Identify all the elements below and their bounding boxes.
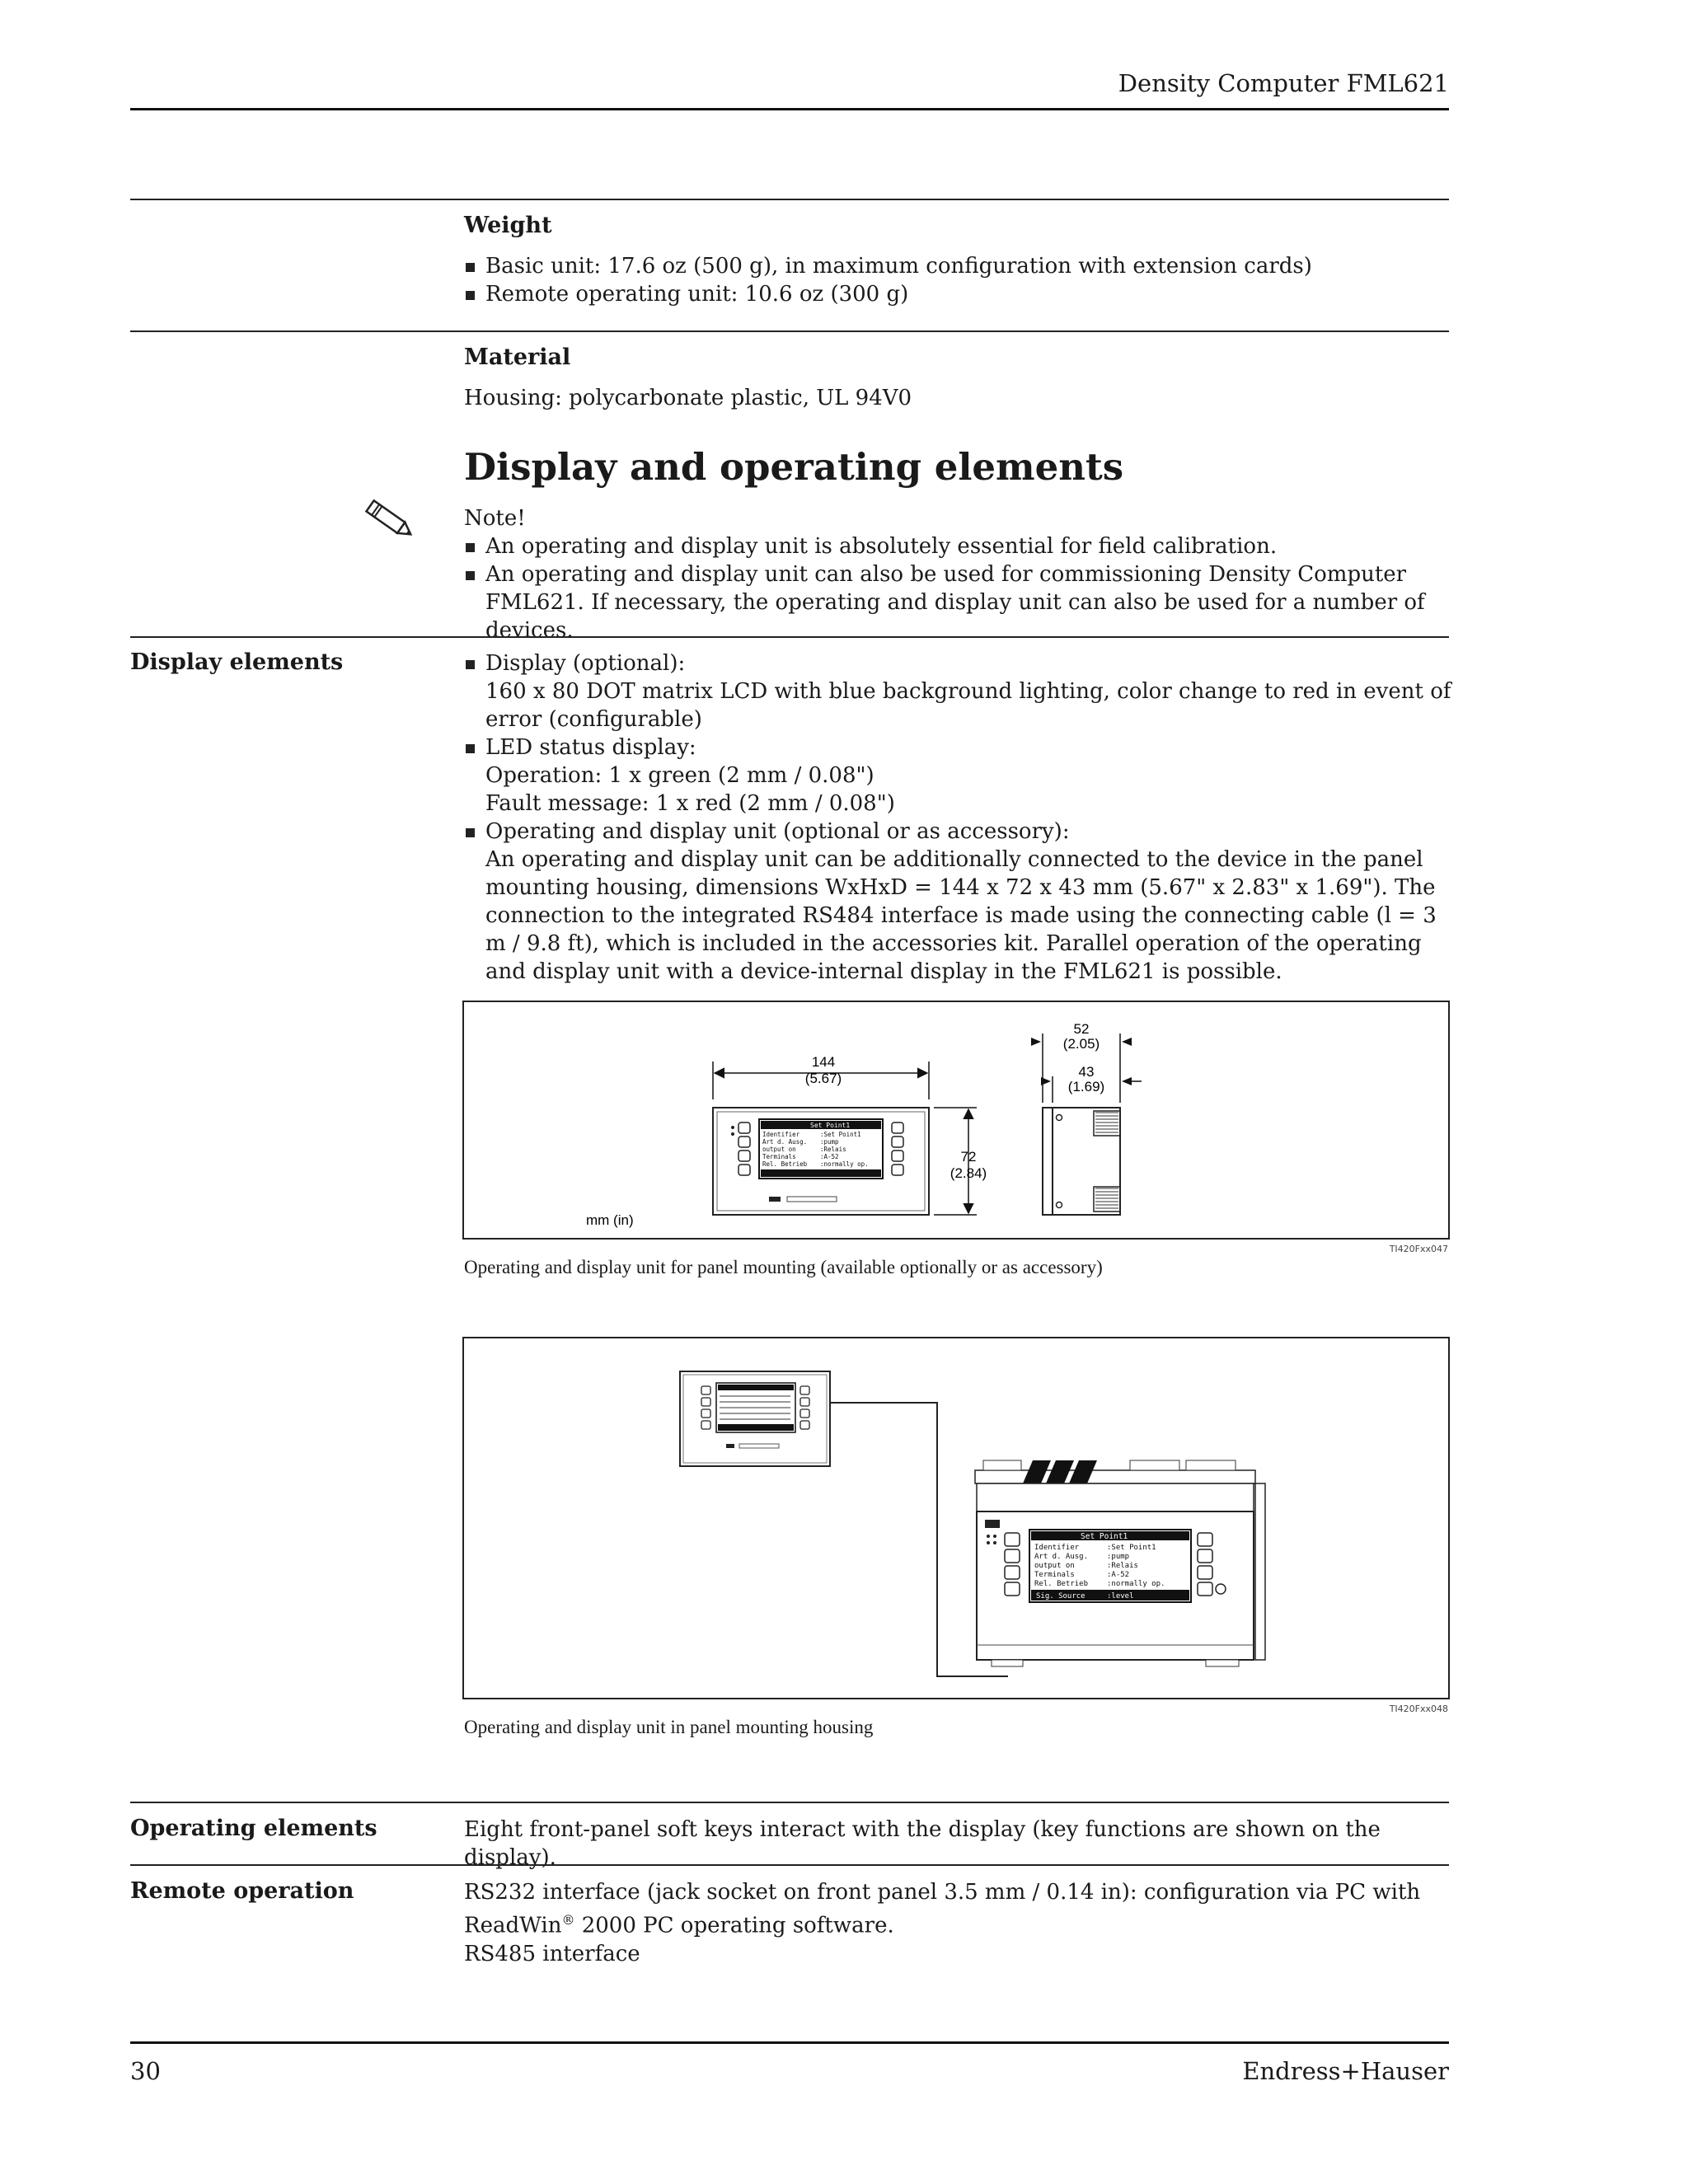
depth-total-mm: 52 [1073,1021,1090,1037]
material-heading: Material [464,344,571,370]
display-item-title: Operating and display unit (optional or as accessory): [485,819,1070,844]
section-divider [130,1802,1449,1803]
lcd-title: Set Point1 [810,1122,851,1129]
section-divider [130,330,1449,332]
lcd-row-label: Terminals [1034,1571,1075,1579]
operating-elements-label: Operating elements [130,1816,377,1841]
units-label: mm (in) [586,1212,634,1228]
operating-elements-text: Eight front-panel soft keys interact with the display (key functions are shown on the display). [464,1817,1381,1870]
note-label: Note! [464,506,526,531]
height-in: (2.84) [950,1165,987,1181]
lcd-row-value: :pump [1107,1553,1130,1561]
lcd-row-value: :normally op. [1107,1580,1165,1588]
display-elements-list [464,649,1453,986]
width-in: (5.67) [804,1071,842,1086]
main-housing [975,1460,1265,1666]
lcd-row-value: :Relais [1107,1562,1138,1570]
figure-panel-dimensions [462,1001,1450,1254]
section-divider [130,1864,1449,1866]
lcd-row-value: :pump [820,1138,839,1146]
lcd-row-value: :normally op. [820,1160,869,1168]
lcd-row-label: Art d. Ausg. [762,1138,808,1146]
lcd-row-value: :Set Point1 [1107,1544,1156,1552]
lcd-row-label: Rel. Betrieb [762,1160,808,1168]
remote-unit [680,1371,830,1466]
display-elements-label: Display elements [130,649,344,675]
front-view [713,1108,929,1215]
side-view [1043,1108,1120,1215]
section-title: Display and operating elements [464,445,1124,489]
display-item-text: Fault message: 1 x red (2 mm / 0.08") [485,791,895,816]
width-mm: 144 [811,1054,836,1070]
display-item-text: Operation: 1 x green (2 mm / 0.08") [485,763,874,788]
remote-operation-line: RS232 interface (jack socket on front panel 3.5 mm / 0.14 in): configuration via PC with ReadWin® 2000 PC operating software. [464,1880,1421,1938]
weight-list [464,252,1453,308]
remote-operation-text [464,1878,1453,1968]
registered-mark: ® [561,1912,575,1928]
lcd-row-label: Identifier [762,1131,800,1138]
lcd-row-label: output on [762,1146,796,1153]
lcd-row-label: output on [1034,1562,1075,1570]
note-item: An operating and display unit can also be used for commissioning Density Computer FML621. If necessary, the operating and display unit can also be used for a number of devices. [464,560,1453,644]
lcd-row-label: Identifier [1034,1544,1080,1552]
depth-dimension [1031,1021,1142,1103]
remote-operation-line: RS485 interface [464,1941,640,1966]
display-item-lcd [464,649,1453,733]
depth-mm: 43 [1078,1064,1095,1080]
display-item-text: 160 x 80 DOT matrix LCD with blue background lighting, color change to red in event of error (configurable) [485,679,1451,732]
lcd-title: Set Point1 [1081,1532,1128,1541]
display-item-operating-unit [464,818,1453,986]
lcd-row-value: :A-52 [1107,1571,1130,1579]
lcd-row-label: Terminals [762,1153,796,1160]
pencil-note-icon [359,494,419,544]
figure-code: TI420Fxx047 [1389,1244,1448,1254]
figure-panel-housing [462,1337,1450,1714]
lcd-row-value: :A-52 [820,1153,839,1160]
dimension-drawing [464,1002,1448,1238]
section-divider [130,636,1449,638]
lcd-row-value: :Relais [820,1146,846,1153]
weight-heading: Weight [464,213,552,238]
display-item-title: LED status display: [485,735,696,760]
display-item-text: An operating and display unit can be additionally connected to the device in the panel mounting housing, dimensions WxHxD = 144 x 72 x 43 mm (5.67" x 2.83" x 1.69"). The connection to the integrated RS484 interface is made using the connecting cable (l = 3 m / 9.8 ft), which is included in the accessories kit. Parallel operation of the operating and display unit with a device-internal display in the FML621 is possible. [485,847,1437,984]
brand-name: Endress+Hauser [1242,2057,1449,2085]
figure2-caption: Operating and display unit in panel mounting housing [464,1717,874,1737]
depth-in: (1.69) [1067,1079,1105,1094]
page-number: 30 [130,2057,161,2085]
lcd-row-label: Sig. Source [1036,1592,1085,1601]
display-item-led [464,733,1453,818]
figure1-caption: Operating and display unit for panel mounting (available optionally or as accessory) [464,1257,1103,1277]
header-rule [130,108,1449,110]
height-dimension [934,1108,987,1215]
lcd-row-label: Art d. Ausg. [1034,1553,1089,1561]
housing-drawing [464,1338,1448,1698]
note-list [464,532,1453,644]
material-text: Housing: polycarbonate plastic, UL 94V0 [464,386,912,410]
width-dimension [713,1054,929,1099]
weight-item-basic: Basic unit: 17.6 oz (500 g), in maximum configuration with extension cards) [464,252,1453,280]
footer-rule [130,2041,1449,2044]
lcd-row-label: Rel. Betrieb [1034,1580,1089,1588]
running-head: Density Computer FML621 [1118,69,1449,97]
display-item-title: Display (optional): [485,651,686,676]
height-mm: 72 [960,1149,977,1165]
depth-total-in: (2.05) [1062,1036,1100,1052]
weight-item-remote: Remote operating unit: 10.6 oz (300 g) [464,280,1453,308]
lcd-row-value: :level [1107,1592,1134,1601]
section-divider [130,199,1449,200]
remote-operation-label: Remote operation [130,1878,354,1904]
note-item: An operating and display unit is absolutely essential for field calibration. [464,532,1453,560]
figure-code: TI420Fxx048 [1389,1704,1448,1714]
lcd-row-value: :Set Point1 [820,1131,861,1138]
